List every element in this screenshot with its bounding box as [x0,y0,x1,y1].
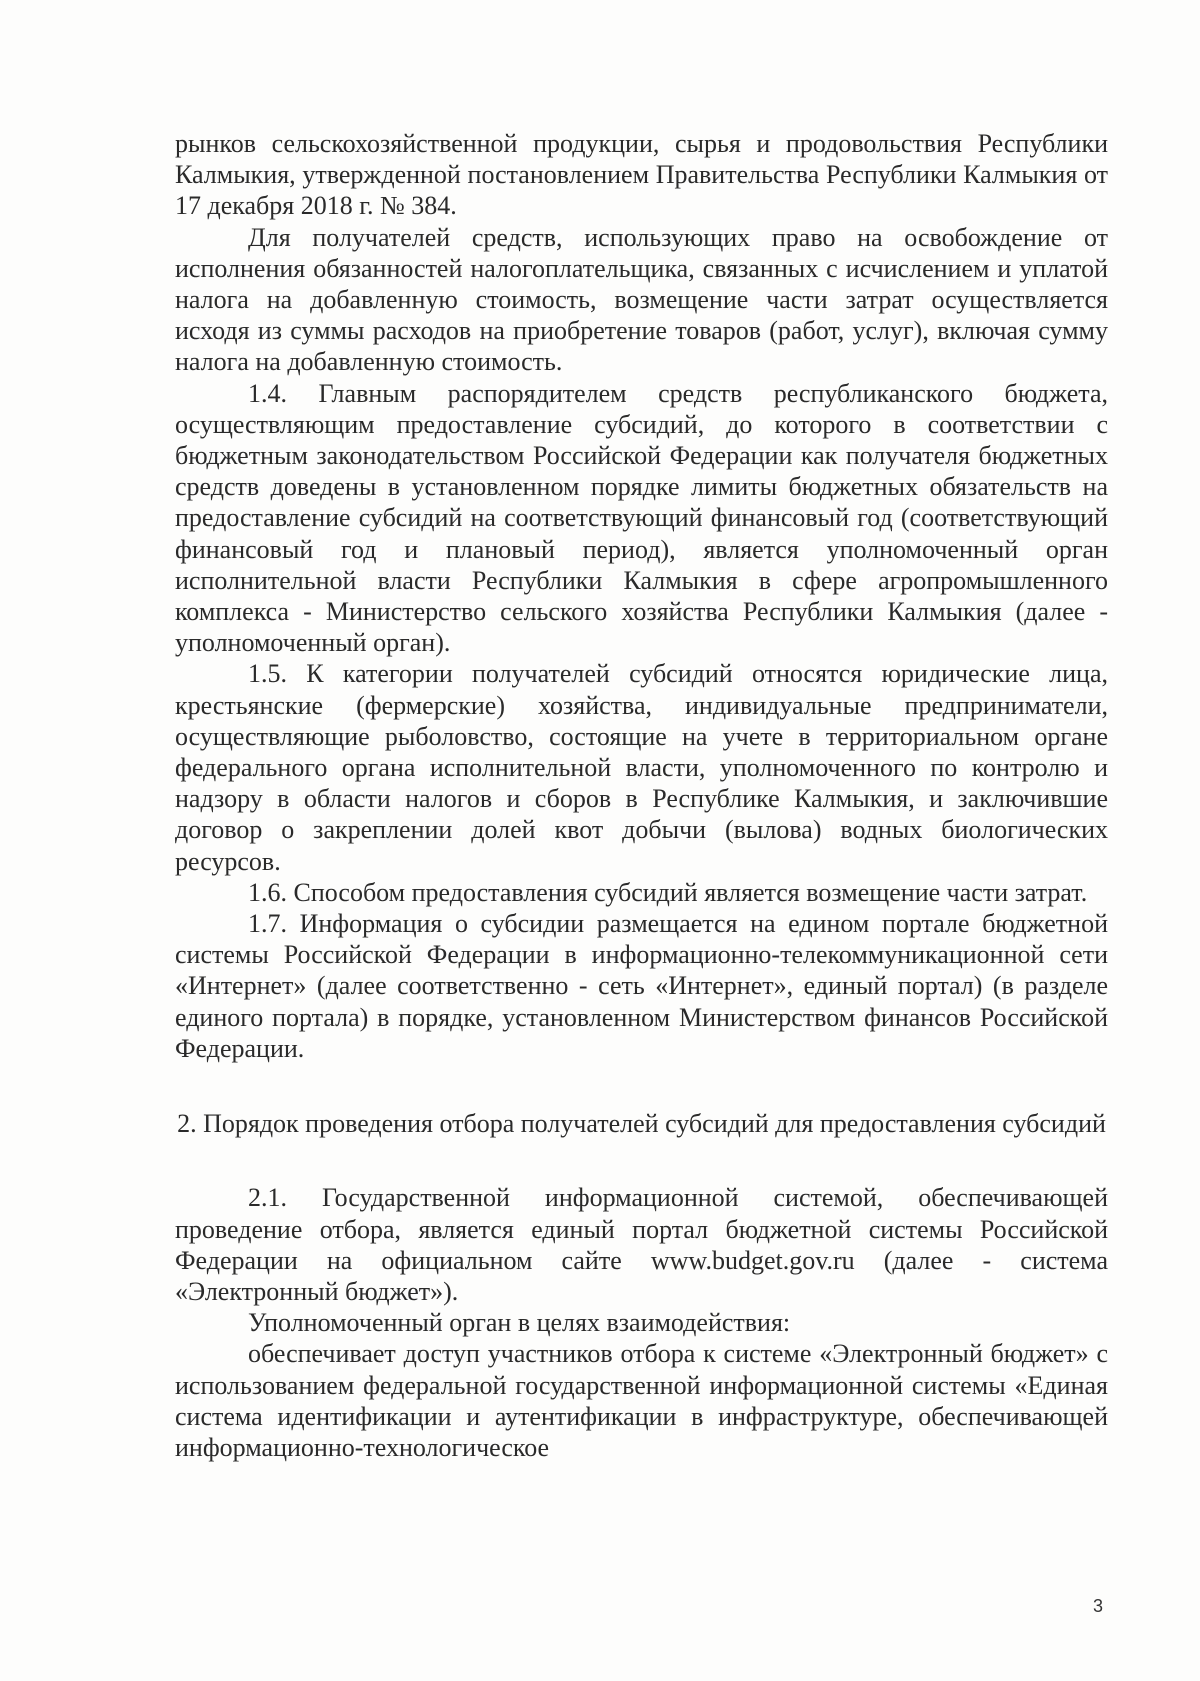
paragraph-access: обеспечивает доступ участников отбора к системе «Электронный бюджет» с использованием федеральной государственной информационной системы «Единая система идентификации и аутентификации в инфраструктуре, обеспечивающей информационно-технологическое [175,1339,1108,1462]
paragraph-1-4: 1.4. Главным распорядителем средств республиканского бюджета, осуществляющим предоставление субсидий, до которого в соответствии с бюджетным законодательством Российской Федерации как получателя бюджетных средств доведены в установленном порядке лимиты бюджетных обязательств на предоставление субсидий на соответствующий финансовый год (соответствующий финансовый год и плановый период), является уполномоченный орган исполнительной власти Республики Калмыкия в сфере агропромышленного комплекса - Министерство сельского хозяйства Республики Калмыкия (далее - уполномоченный орган). [175,378,1108,658]
document-body [175,128,1108,1463]
section-heading: 2. Порядок проведения отбора получателей субсидий для предоставления субсидий [177,1109,1106,1139]
paragraph-2-1: 2.1. Государственной информационной системой, обеспечивающей проведение отбора, является единый портал бюджетной системы Российской Федерации на официальном сайте www.budget.gov.ru (далее - система «Электронный бюджет»). [175,1183,1108,1306]
paragraph-continuation: рынков сельскохозяйственной продукции, сырья и продовольствия Республики Калмыкия, утвержденной постановлением Правительства Республики Калмыкия от 17 декабря 2018 г. № 384. [175,129,1108,221]
paragraph-1-5: 1.5. К категории получателей субсидий относятся юридические лица, крестьянские (фермерские) хозяйства, индивидуальные предприниматели, осуществляющие рыболовство, состоящие на учете в территориальном органе федерального органа исполнительной власти, уполномоченного по контролю и надзору в области налогов и сборов в Республике Калмыкия, и заключившие договор о закреплении долей квот добычи (вылова) водных биологических ресурсов. [175,659,1108,876]
paragraph-1-7: 1.7. Информация о субсидии размещается на едином портале бюджетной системы Российской Федерации в информационно-телекоммуникационной сети «Интернет» (далее соответственно - сеть «Интернет», единый портал) (в разделе единого портала) в порядке, установленном Министерством финансов Российской Федерации. [175,909,1108,1063]
paragraph-1-6: 1.6. Способом предоставления субсидий является возмещение части затрат. [248,877,1088,907]
paragraph-interaction-intro: Уполномоченный орган в целях взаимодействия: [248,1308,791,1338]
paragraph-vat-exemption: Для получателей средств, использующих право на освобождение от исполнения обязанностей налогоплательщика, связанных с исчислением и уплатой налога на добавленную стоимость, возмещение части затрат осуществляется исходя из суммы расходов на приобретение товаров (работ, услуг), включая сумму налога на добавленную стоимость. [175,222,1108,377]
page-number: 3 [1093,1596,1104,1616]
